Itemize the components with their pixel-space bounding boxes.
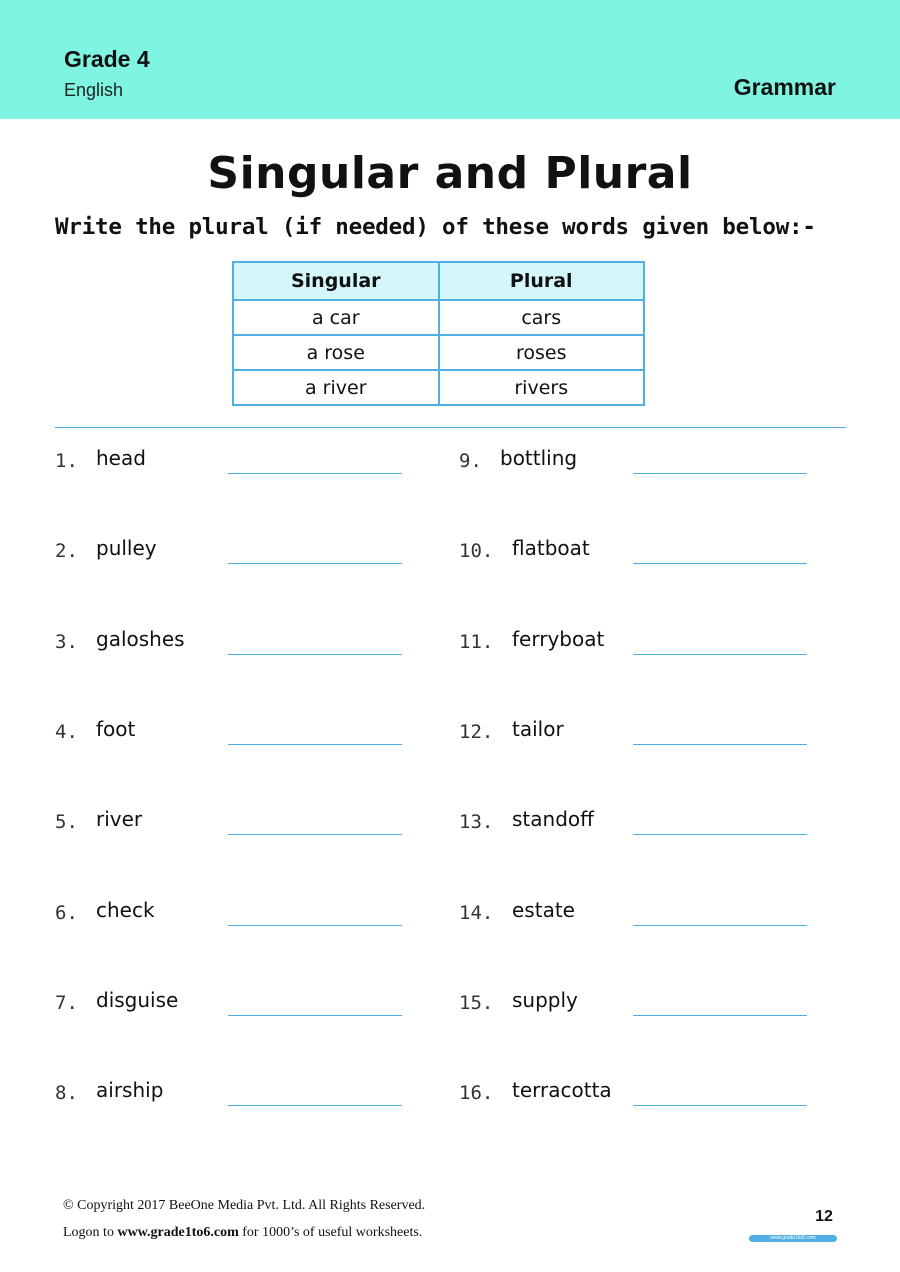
answer-blank[interactable] xyxy=(633,744,807,745)
answer-blank[interactable] xyxy=(633,925,807,926)
answer-blank[interactable] xyxy=(633,1015,807,1016)
question-number: 12. xyxy=(459,721,494,743)
answer-blank[interactable] xyxy=(228,1105,402,1106)
question-item xyxy=(55,988,415,1018)
question-number: 2. xyxy=(55,540,78,562)
instruction-text: Write the plural (if needed) of these words given below:- xyxy=(55,214,816,240)
topic-label: Grammar xyxy=(733,74,836,100)
question-number: 6. xyxy=(55,902,78,924)
table-cell: a car xyxy=(233,300,439,335)
question-number: 7. xyxy=(55,992,78,1014)
question-item xyxy=(459,807,819,837)
table-row xyxy=(233,335,644,370)
question-word: terracotta xyxy=(512,1078,612,1102)
question-number: 14. xyxy=(459,902,494,924)
question-item xyxy=(55,807,415,837)
grade-label: Grade 4 xyxy=(64,46,150,72)
question-item xyxy=(459,898,819,928)
answer-blank[interactable] xyxy=(228,654,402,655)
question-item xyxy=(55,536,415,566)
column-header-singular: Singular xyxy=(233,262,439,300)
question-item xyxy=(55,1078,415,1108)
table-cell: cars xyxy=(439,300,645,335)
question-word: standoff xyxy=(512,807,594,831)
question-item xyxy=(55,898,415,928)
answer-blank[interactable] xyxy=(228,563,402,564)
table-header-row xyxy=(233,262,644,300)
question-word: flatboat xyxy=(512,536,590,560)
question-item xyxy=(459,627,819,657)
logon-suffix: for 1000’s of useful worksheets. xyxy=(238,1225,423,1240)
logon-site-link[interactable]: www.grade1to6.com xyxy=(117,1225,239,1240)
question-word: estate xyxy=(512,898,575,922)
question-number: 16. xyxy=(459,1082,494,1104)
question-number: 10. xyxy=(459,540,494,562)
table-cell: rivers xyxy=(439,370,645,405)
question-item xyxy=(459,1078,819,1108)
question-word: supply xyxy=(512,988,578,1012)
question-word: galoshes xyxy=(96,627,185,651)
question-word: tailor xyxy=(512,717,564,741)
answer-blank[interactable] xyxy=(228,834,402,835)
question-item xyxy=(55,627,415,657)
table-row xyxy=(233,300,644,335)
answer-blank[interactable] xyxy=(228,473,402,474)
example-table xyxy=(232,261,645,406)
copyright-text: © Copyright 2017 BeeOne Media Pvt. Ltd. All Rights Reserved. xyxy=(63,1198,426,1213)
question-word: disguise xyxy=(96,988,179,1012)
question-number: 11. xyxy=(459,631,494,653)
question-number: 9. xyxy=(459,450,482,472)
subject-label: English xyxy=(64,80,124,100)
table-row xyxy=(233,370,644,405)
question-word: pulley xyxy=(96,536,157,560)
table-cell: roses xyxy=(439,335,645,370)
page-number: 12 xyxy=(815,1208,833,1225)
answer-blank[interactable] xyxy=(633,473,807,474)
question-item xyxy=(55,446,415,476)
answer-blank[interactable] xyxy=(633,1105,807,1106)
question-item xyxy=(459,717,819,747)
answer-blank[interactable] xyxy=(633,563,807,564)
answer-blank[interactable] xyxy=(228,1015,402,1016)
site-badge: www.grade1to6.com xyxy=(749,1235,837,1242)
question-number: 5. xyxy=(55,811,78,833)
question-item xyxy=(459,988,819,1018)
question-item xyxy=(459,536,819,566)
header-banner xyxy=(0,0,900,119)
question-item xyxy=(55,717,415,747)
answer-blank[interactable] xyxy=(633,654,807,655)
section-divider xyxy=(55,427,846,428)
column-header-plural: Plural xyxy=(439,262,645,300)
question-word: airship xyxy=(96,1078,164,1102)
question-number: 4. xyxy=(55,721,78,743)
question-number: 15. xyxy=(459,992,494,1014)
question-number: 13. xyxy=(459,811,494,833)
question-word: river xyxy=(96,807,143,831)
table-cell: a river xyxy=(233,370,439,405)
question-word: head xyxy=(96,446,146,470)
question-word: foot xyxy=(96,717,136,741)
answer-blank[interactable] xyxy=(228,925,402,926)
answer-blank[interactable] xyxy=(633,834,807,835)
question-number: 8. xyxy=(55,1082,78,1104)
question-number: 1. xyxy=(55,450,78,472)
page-title: Singular and Plural xyxy=(207,148,693,199)
question-word: ferryboat xyxy=(512,627,605,651)
question-number: 3. xyxy=(55,631,78,653)
logon-text xyxy=(63,1225,422,1241)
answer-blank[interactable] xyxy=(228,744,402,745)
table-cell: a rose xyxy=(233,335,439,370)
question-word: check xyxy=(96,898,155,922)
question-item xyxy=(459,446,819,476)
question-word: bottling xyxy=(500,446,578,470)
logon-prefix: Logon to xyxy=(63,1225,118,1240)
